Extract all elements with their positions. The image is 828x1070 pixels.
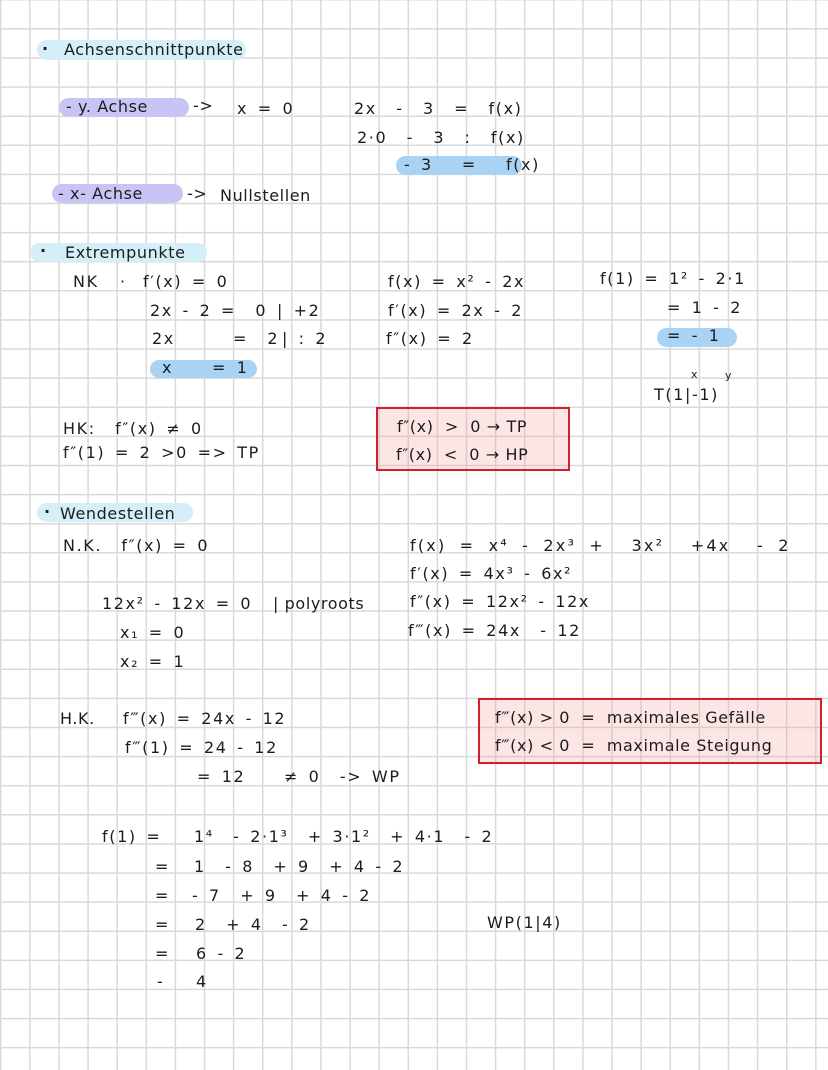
y-value-sign-6: - [157, 972, 164, 991]
y-value-row-6: 4 [196, 972, 208, 991]
y-value-sign-2: = [155, 857, 170, 876]
y-value-row-4: 2 + 4 - 2 [195, 915, 311, 934]
y-value-lhs: f(1) = [102, 827, 162, 846]
y-axis-step-2: 2·0 - 3 : f(x) [357, 128, 525, 147]
section-title: Wendestellen [60, 504, 176, 523]
y-value-row-2: 1 - 8 + 9 + 4 - 2 [194, 857, 405, 876]
rule-box-line-1: f″(x) > 0 → TP [397, 417, 528, 436]
y-value-sign-3: = [155, 886, 170, 905]
derivative-f2: f″(x) = 12x² - 12x [410, 592, 590, 611]
nk-dot: · [120, 272, 126, 291]
bullet: · [44, 502, 51, 521]
arrow-icon: -> [193, 96, 214, 115]
rule-box-line-2: f″(x) < 0 → HP [396, 445, 529, 464]
function-f: f(x) = x² - 2x [388, 272, 526, 291]
derivative-f: f(x) = x⁴ - 2x³ + 3x² +4x - 2 [410, 536, 791, 555]
root-2: x₂ = 1 [120, 652, 186, 671]
section-title: Extrempunkte [65, 243, 186, 262]
y-value-row-3: - 7 + 9 + 4 - 2 [192, 886, 372, 905]
section-title: Achsenschnittpunkte [64, 40, 244, 59]
y-value-sign-4: = [155, 915, 170, 934]
derivative-f3: f‴(x) = 24x - 12 [408, 621, 581, 640]
y-value-row-5: 6 - 2 [196, 944, 247, 963]
bullet: · [40, 241, 47, 260]
nk-condition: N.K. f″(x) = 0 [63, 536, 210, 555]
nk-method: | polyroots [273, 594, 365, 613]
hk-line-1: f‴(x) = 24x - 12 [123, 709, 287, 728]
y-value-sign-5: = [155, 944, 170, 963]
function-f1: f′(x) = 2x - 2 [388, 301, 523, 320]
nk-step-2-op: | : 2 [282, 329, 328, 348]
x-coordinate-label: x [691, 368, 699, 381]
y-axis-condition: x = 0 [237, 99, 295, 118]
y-axis-result: - 3 = f(x) [404, 155, 540, 174]
y-value-result: = - 1 [667, 326, 721, 345]
hk-line-3: = 12 ≠ 0 -> WP [197, 767, 401, 786]
nk-step-1: 2x - 2 = 0 [150, 301, 268, 320]
rule-box-line-2: f‴(x) < 0 = maximale Steigung [495, 736, 773, 755]
y-coordinate-label: y [725, 369, 733, 382]
hk-line-2: f‴(1) = 24 - 12 [125, 738, 278, 757]
x-axis-label: - x- Achse [58, 184, 143, 203]
root-1: x₁ = 0 [120, 623, 186, 642]
derivative-f1: f′(x) = 4x³ - 6x² [410, 564, 573, 583]
y-axis-label: - y. Achse [66, 97, 148, 116]
y-value-line-2: = 1 - 2 [667, 298, 742, 317]
function-f2: f″(x) = 2 [386, 329, 474, 348]
y-axis-step-1: 2x - 3 = f(x) [354, 99, 523, 118]
arrow-icon: -> [187, 184, 208, 203]
nk-result-lhs: x [162, 358, 173, 377]
nk-step-2: 2x = 2 [152, 329, 280, 348]
hk-label: H.K. [60, 709, 95, 728]
nk-equation: 12x² - 12x = 0 [102, 594, 253, 613]
nk-result-rhs: = 1 [212, 358, 249, 377]
x-axis-result: Nullstellen [220, 186, 311, 205]
hk-condition: HK: f″(x) ≠ 0 [63, 419, 203, 438]
rule-box-line-1: f‴(x) > 0 = maximales Gefälle [495, 708, 766, 727]
nk-condition: f′(x) = 0 [143, 272, 229, 291]
nk-step-1-op: | +2 [277, 301, 321, 320]
extreme-point: T(1|-1) [654, 385, 719, 404]
hk-check: f″(1) = 2 >0 => TP [63, 443, 260, 462]
y-value-line-1: f(1) = 1² - 2·1 [600, 269, 746, 288]
inflection-point: WP(1|4) [487, 913, 562, 932]
nk-label: NK [73, 272, 99, 291]
bullet: · [42, 39, 49, 58]
y-value-row-1: 1⁴ - 2·1³ + 3·1² + 4·1 - 2 [194, 827, 494, 846]
